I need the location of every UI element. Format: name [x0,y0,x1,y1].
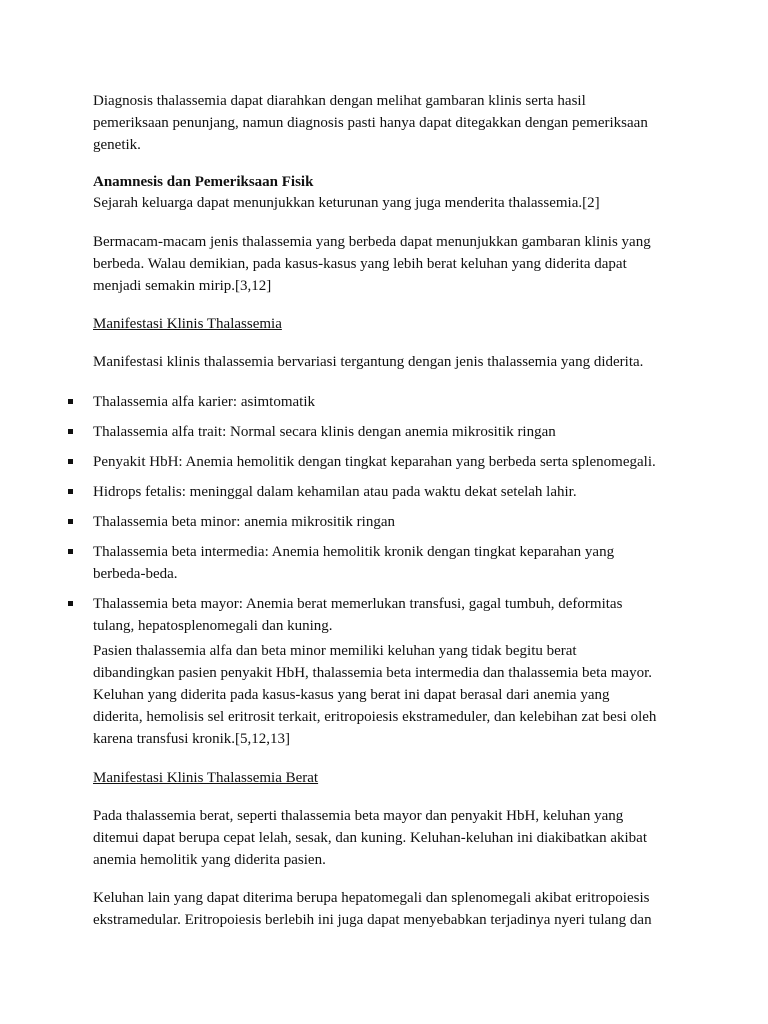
text-line: karena transfusi kronik.[5,12,13] [93,731,291,747]
list-item [93,481,693,503]
list-item-text: Hidrops fetalis: meninggal dalam kehamilan atau pada waktu dekat setelah lahir. [93,484,577,500]
list-item-text: Thalassemia alfa trait: Normal secara klinis dengan anemia mikrositik ringan [93,424,556,440]
anamnesis-heading: Anamnesis dan Pemeriksaan Fisik [93,174,314,190]
text-line: genetik. [93,137,141,153]
text-line: diderita, hemolisis sel eritrosit terkait, eritropoiesis ekstrameduler, dan kelebihan zat besi oleh [93,709,657,725]
text-line: Pada thalassemia berat, seperti thalassemia beta mayor dan penyakit HbH, keluhan yang [93,808,624,824]
berat-subheading: Manifestasi Klinis Thalassemia Berat [93,770,319,786]
text-line: dibandingkan pasien penyakit HbH, thalassemia beta intermedia dan thalassemia beta mayor. [93,665,652,681]
anamnesis-paragraph: Sejarah keluarga dapat menunjukkan keturunan yang juga menderita thalassemia.[2] [93,195,600,211]
list-item-text: Thalassemia beta intermedia: Anemia hemolitik kronik dengan tingkat keparahan yang [93,544,615,560]
text-line: anemia hemolitik yang diderita pasien. [93,852,326,868]
list-item-text: Thalassemia beta minor: anemia mikrositik ringan [93,514,395,530]
text-line: Keluhan yang diderita pada kasus-kasus yang berat ini dapat berasal dari anemia yang [93,687,610,703]
bullet-square-icon [68,549,73,554]
pasien-paragraph [93,640,693,750]
text-line: ekstramedular. Eritropoiesis berlebih ini juga dapat menyebabkan terjadinya nyeri tulang dan [93,912,652,928]
text-line: pemeriksaan penunjang, namun diagnosis pasti hanya dapat ditegakkan dengan pemeriksaan [93,115,648,131]
list-item [93,451,693,473]
list-item-text: Penyakit HbH: Anemia hemolitik dengan tingkat keparahan yang berbeda serta splenomegali. [93,454,656,470]
text-line: ditemui dapat berupa cepat lelah, sesak, dan kuning. Keluhan-keluhan ini diakibatkan akibat [93,830,647,846]
list-item-text: tulang, hepatosplenomegali dan kuning. [93,618,333,634]
text-line: menjadi semakin mirip.[3,12] [93,278,272,294]
list-item [93,391,693,413]
text-line: Pasien thalassemia alfa dan beta minor memiliki keluhan yang tidak begitu berat [93,643,577,659]
text-line: Bermacam-macam jenis thalassemia yang berbeda dapat menunjukkan gambaran klinis yang [93,234,651,250]
bullet-square-icon [68,489,73,494]
list-item-text: Thalassemia beta mayor: Anemia berat memerlukan transfusi, gagal tumbuh, deformitas [93,596,623,612]
manifestasi-subheading: Manifestasi Klinis Thalassemia [93,316,282,332]
text-line: berbeda. Walau demikian, pada kasus-kasus yang lebih berat keluhan yang diderita dapat [93,256,627,272]
list-item-text: Thalassemia alfa karier: asimtomatik [93,394,315,410]
berat-paragraph [93,805,693,871]
list-item [93,421,693,443]
lain-paragraph [93,887,693,931]
list-item-text: berbeda-beda. [93,566,178,582]
bullet-square-icon [68,519,73,524]
list-item [93,541,693,585]
bullet-square-icon [68,399,73,404]
bullet-square-icon [68,429,73,434]
bullet-square-icon [68,459,73,464]
variasi-paragraph [93,231,693,297]
text-line: Keluhan lain yang dapat diterima berupa hepatomegali dan splenomegali akibat eritropoiesis [93,890,650,906]
list-item [93,511,693,533]
list-item [93,593,693,637]
intro-paragraph [93,90,693,156]
bullet-square-icon [68,601,73,606]
manifestasi-intro-paragraph: Manifestasi klinis thalassemia bervariasi tergantung dengan jenis thalassemia yang diderita. [93,354,644,370]
text-line: Diagnosis thalassemia dapat diarahkan dengan melihat gambaran klinis serta hasil [93,93,586,109]
